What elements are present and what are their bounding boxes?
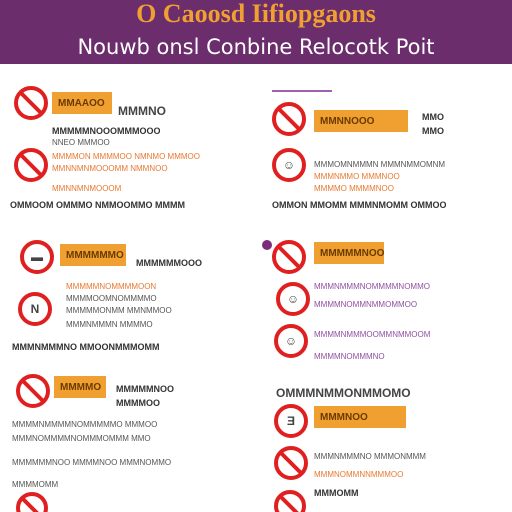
section-line: MMMMNOMMMNO	[314, 352, 385, 361]
section-tag: MMMNOO	[314, 406, 406, 428]
section-heading: MMMMMMOOO	[136, 258, 202, 268]
section-line: MMMMON MMMMOO NMNMO MMMOO	[52, 152, 200, 161]
no-sign-icon	[14, 148, 48, 182]
section-line: MMMNOMMMMNOMMMOMMM MMO	[12, 434, 151, 443]
section-line: MMMOMM	[314, 488, 359, 498]
section-tag: MMMMO	[54, 376, 106, 398]
section-line: MMNNMNMOOOM	[52, 184, 122, 193]
section-line: OMMOOM OMMMO NMMOOMMO MMMM	[10, 200, 185, 210]
section-line: MMMMMMNOO MMMMNOO MMMNOMMO	[12, 458, 172, 467]
divider	[272, 90, 332, 92]
section-line: MMMMMNOMMMMOON	[66, 282, 157, 291]
page-title: O Caoosd Iifiopgaons	[136, 0, 376, 28]
section-line: MMMMNMMMMNOMMMMMO MMMOO	[12, 420, 158, 429]
no-sign-icon	[14, 86, 48, 120]
section-heading: MMMMOO	[116, 398, 160, 408]
section-side-label: MMO	[422, 112, 444, 122]
section-line: MMMMOMM	[12, 480, 59, 489]
section-line: MMMOMNMMMN MMMNMMOMNM	[314, 160, 446, 169]
section-line: NNEO MMMOO	[52, 138, 110, 147]
section-line: MMMMOOMNOMMMMO	[66, 294, 157, 303]
no-sign-icon	[16, 374, 50, 408]
no-sign-icon: ☺	[274, 324, 308, 358]
no-sign-icon: N	[18, 292, 52, 326]
section-line: OMMON MMOMM MMMNMOMM OMMOO	[272, 200, 447, 210]
no-sign-icon	[272, 240, 306, 274]
no-sign-icon: ▬	[20, 240, 54, 274]
section-line: MMMMMNOOOMMMOOO	[52, 126, 161, 136]
section-line: MMMMO MMMMNOO	[314, 184, 394, 193]
section-tag: MMAAOO	[52, 92, 112, 114]
no-sign-icon: Ǝ	[274, 404, 308, 438]
section-line: MMMNMMMNOMMMMNOMMO	[314, 282, 430, 291]
no-sign-icon: ☺	[272, 148, 306, 182]
section-tag: MMNNOOO	[314, 110, 408, 132]
no-sign-icon: ☺	[276, 282, 310, 316]
section-tag: MMMMMNOO	[314, 242, 384, 264]
section-line: MMMNMMO MMMNOO	[314, 172, 400, 181]
section-line: MMMMNMMMOOMMNMMOOM	[314, 330, 431, 339]
section-side-label: MMO	[422, 126, 444, 136]
section-heading: MMMMMNOO	[116, 384, 174, 394]
page-subtitle: Nouwb onsl Conbine Relocotk Poit	[77, 35, 435, 59]
section-line: MMMNOMMNNMMMOO	[314, 470, 404, 479]
section-tag: MMMMMMO	[60, 244, 126, 266]
no-sign-icon	[274, 446, 308, 480]
section-line: MMMMNOMMNMMOMMOO	[314, 300, 418, 309]
no-sign-icon	[274, 490, 306, 512]
section-line: MMMNMMMNO MMOONMMMOMM	[12, 342, 160, 352]
header-banner	[0, 0, 512, 64]
section-line: MMMMMONMM MMNMMOO	[66, 306, 172, 315]
section-heading: MMMNO	[118, 104, 166, 118]
accent-dot	[262, 240, 272, 250]
no-sign-icon	[272, 102, 306, 136]
section-line: MMMNMMMNO MMMONMMM	[314, 452, 426, 461]
no-sign-icon	[16, 492, 48, 512]
section-line: MMMNMMMN MMMMO	[66, 320, 153, 329]
section-heading: OMMMNMMONMMOMO	[276, 386, 411, 400]
section-line: MMNNMNMOOOMM NMMNOO	[52, 164, 168, 173]
